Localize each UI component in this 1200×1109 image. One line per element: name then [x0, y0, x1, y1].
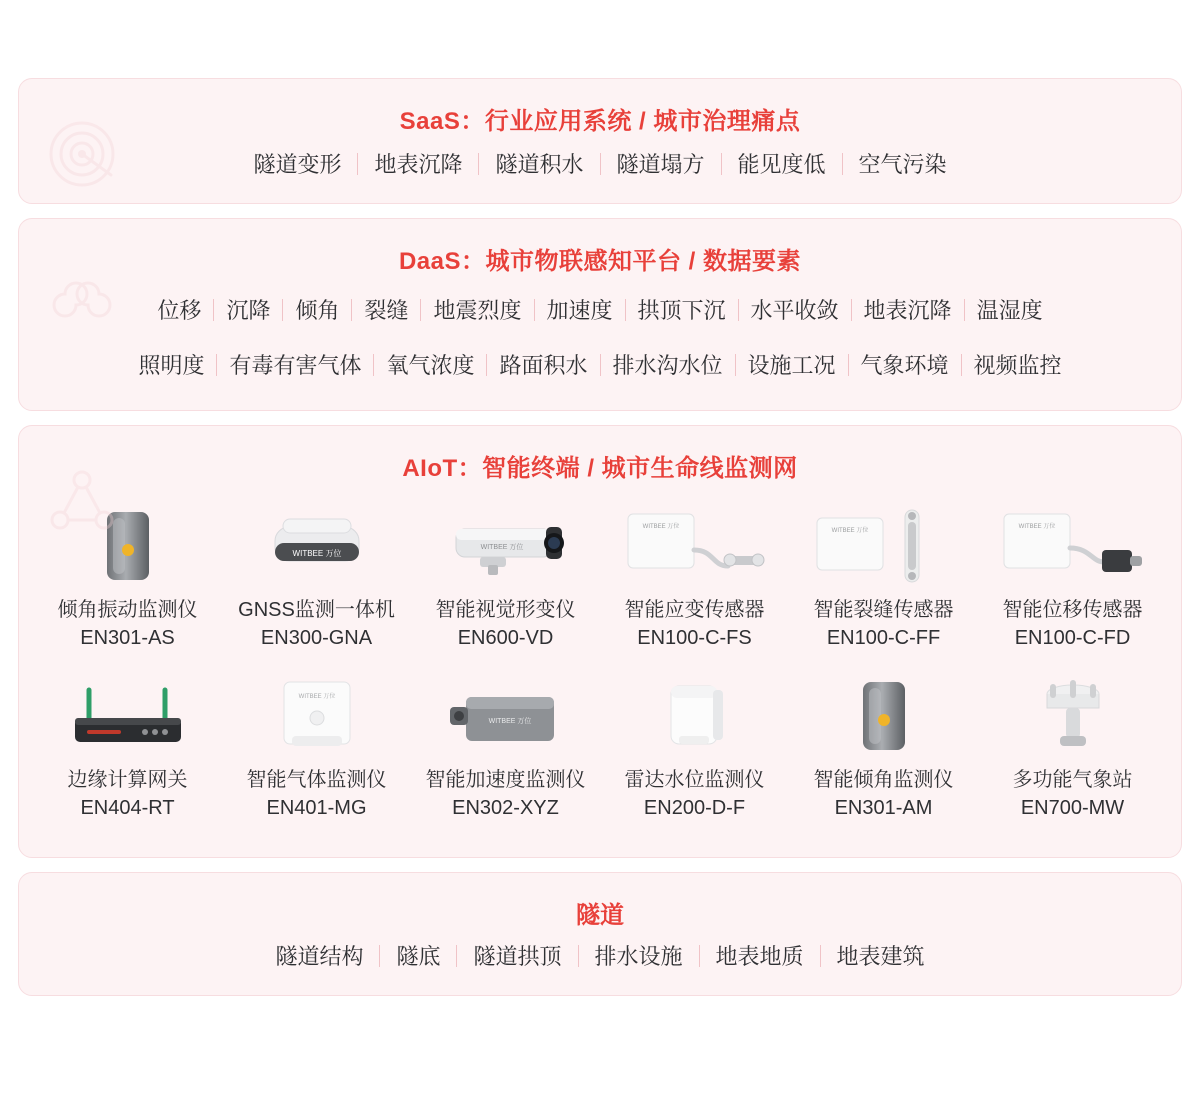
scene-item[interactable]: 地表建筑 [836, 944, 925, 969]
saas-panel [18, 78, 1182, 204]
device-model: EN600-VD [457, 627, 554, 649]
device-model: EN100-C-FS [637, 627, 752, 649]
device-model: EN302-XYZ [452, 797, 559, 819]
daas-title-main: 城市物联感知平台 / 数据要素 [485, 248, 802, 275]
svg-text:WITBEE 万位: WITBEE 万位 [488, 718, 531, 725]
device-name: 边缘计算网关 [67, 769, 188, 791]
daas-item[interactable]: 照明度 [138, 353, 205, 378]
saas-title-prefix: SaaS： [399, 108, 485, 135]
device-name: 智能位移传感器 [1002, 599, 1143, 621]
device-card[interactable] [600, 667, 789, 833]
gnss-receiver-icon [237, 503, 397, 589]
device-model: EN700-MW [1020, 797, 1125, 819]
device-name: 智能加速度监测仪 [425, 769, 586, 791]
device-name: 倾角振动监测仪 [57, 599, 198, 621]
displacement-sensor-icon [993, 503, 1153, 589]
svg-text:WITBEE 万位: WITBEE 万位 [642, 524, 679, 530]
device-model: EN401-MG [266, 797, 367, 819]
daas-item[interactable]: 水平收敛 [750, 298, 839, 323]
daas-item[interactable]: 地表沉降 [863, 298, 952, 323]
daas-item[interactable]: 倾角 [295, 298, 340, 323]
device-name: GNSS监测一体机 [238, 599, 395, 621]
scene-item[interactable]: 隧道拱顶 [473, 944, 562, 969]
device-card[interactable] [789, 497, 978, 663]
svg-text:WITBEE 万位: WITBEE 万位 [292, 549, 341, 558]
device-name: 雷达水位监测仪 [624, 769, 765, 791]
device-name: 多功能气象站 [1012, 769, 1133, 791]
daas-title-prefix: DaaS： [398, 248, 486, 275]
scene-item-row [19, 934, 1181, 995]
aiot-title-prefix: AIoT： [402, 455, 483, 482]
device-model: EN200-D-F [643, 797, 746, 819]
device-card[interactable] [222, 667, 411, 833]
saas-item[interactable]: 隧道积水 [495, 152, 584, 177]
radar-level-meter-icon [615, 673, 775, 759]
saas-item[interactable]: 空气污染 [858, 152, 947, 177]
aiot-panel [18, 425, 1182, 858]
device-card[interactable] [411, 667, 600, 833]
device-card[interactable] [600, 497, 789, 663]
svg-text:WITBEE 万位: WITBEE 万位 [831, 528, 868, 534]
saas-item[interactable]: 地表沉降 [374, 152, 463, 177]
tilt-monitor-icon [804, 673, 964, 759]
device-card[interactable] [33, 497, 222, 663]
device-card[interactable] [978, 667, 1167, 833]
daas-item[interactable]: 视频监控 [973, 353, 1062, 378]
device-model: EN301-AS [80, 627, 175, 649]
scene-item[interactable]: 地表地质 [715, 944, 804, 969]
scene-item[interactable]: 排水设施 [594, 944, 683, 969]
daas-item[interactable]: 加速度 [546, 298, 613, 323]
daas-item[interactable]: 位移 [157, 298, 202, 323]
device-model: EN404-RT [80, 797, 175, 819]
svg-text:WITBEE 万位: WITBEE 万位 [298, 694, 335, 700]
svg-text:WITBEE 万位: WITBEE 万位 [480, 544, 523, 551]
daas-item[interactable]: 拱顶下沉 [637, 298, 726, 323]
daas-item-row-2 [19, 337, 1181, 410]
device-name: 智能气体监测仪 [246, 769, 387, 791]
aiot-title-main: 智能终端 / 城市生命线监测网 [482, 455, 798, 482]
daas-item[interactable]: 地震烈度 [433, 298, 522, 323]
saas-title-main: 行业应用系统 / 城市治理痛点 [484, 108, 801, 135]
device-card[interactable] [411, 497, 600, 663]
device-model: EN100-C-FF [826, 627, 941, 649]
daas-item[interactable]: 设施工况 [747, 353, 836, 378]
device-name: 智能裂缝传感器 [813, 599, 954, 621]
strain-sensor-icon [615, 503, 775, 589]
daas-item[interactable]: 排水沟水位 [612, 353, 723, 378]
daas-item[interactable]: 路面积水 [499, 353, 588, 378]
daas-item[interactable]: 裂缝 [364, 298, 409, 323]
device-model: EN301-AM [834, 797, 933, 819]
saas-item[interactable]: 隧道塌方 [616, 152, 705, 177]
scene-panel [18, 872, 1182, 996]
daas-panel [18, 218, 1182, 411]
device-name: 智能视觉形变仪 [435, 599, 576, 621]
daas-item[interactable]: 有毒有害气体 [229, 353, 362, 378]
device-grid [19, 489, 1181, 857]
daas-item[interactable]: 沉降 [226, 298, 271, 323]
device-name: 智能倾角监测仪 [813, 769, 954, 791]
device-name: 智能应变传感器 [624, 599, 765, 621]
saas-title [19, 79, 1181, 142]
device-card[interactable] [33, 667, 222, 833]
daas-item-row-1 [19, 282, 1181, 337]
device-card[interactable] [222, 497, 411, 663]
tilt-vibration-sensor-icon [48, 503, 208, 589]
saas-item[interactable]: 能见度低 [737, 152, 826, 177]
device-card[interactable] [789, 667, 978, 833]
saas-item[interactable]: 隧道变形 [253, 152, 342, 177]
saas-item-row [19, 142, 1181, 203]
daas-title [19, 219, 1181, 282]
weather-station-icon [993, 673, 1153, 759]
crack-sensor-icon [804, 503, 964, 589]
svg-text:WITBEE 万位: WITBEE 万位 [1018, 524, 1055, 530]
aiot-title [19, 426, 1181, 489]
scene-item[interactable]: 隧道结构 [275, 944, 364, 969]
daas-item[interactable]: 气象环境 [860, 353, 949, 378]
device-model: EN100-C-FD [1014, 627, 1131, 649]
camera-icon [426, 503, 586, 589]
daas-item[interactable]: 温湿度 [976, 298, 1043, 323]
daas-item[interactable]: 氧气浓度 [386, 353, 475, 378]
scene-item[interactable]: 隧底 [396, 944, 441, 969]
device-model: EN300-GNA [260, 627, 373, 649]
edge-gateway-icon [48, 673, 208, 759]
scene-title: 隧道 [576, 902, 624, 929]
accelerometer-icon [426, 673, 586, 759]
device-card[interactable] [978, 497, 1167, 663]
gas-monitor-icon [237, 673, 397, 759]
